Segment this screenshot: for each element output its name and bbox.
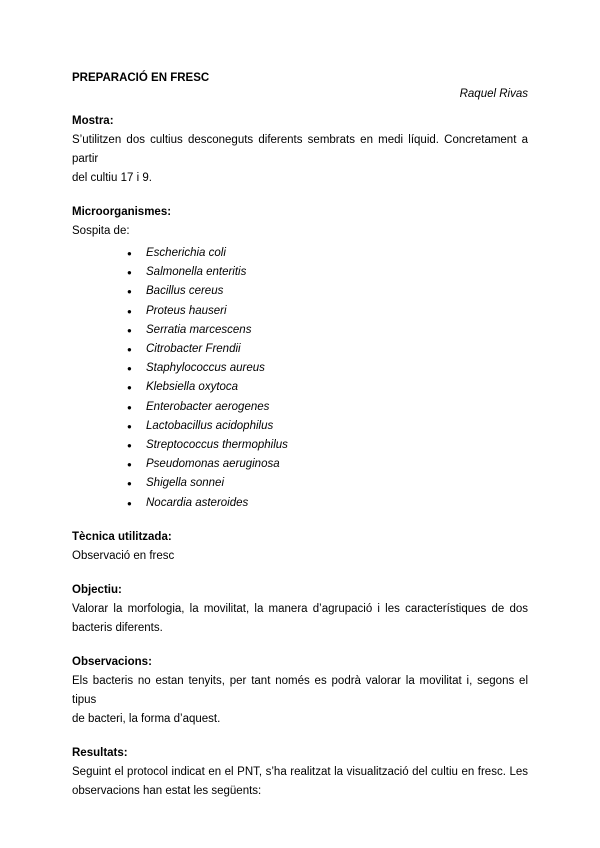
list-item: ● Streptococcus thermophilus [72, 436, 528, 455]
section-text-line: Valorar la morfologia, la movilitat, la manera d’agrupació i les característiques de dos [72, 602, 528, 615]
section-mostra [72, 112, 528, 188]
list-item: ● Bacillus cereus [72, 282, 528, 301]
section-text-line: observacions han estat les següents: [72, 784, 262, 797]
section-tecnica [72, 528, 528, 566]
document-title: PREPARACIÓ EN FRESC [72, 72, 210, 84]
section-heading: Objectiu: [72, 583, 122, 596]
list-item: ● Klebsiella oxytoca [72, 378, 528, 397]
list-item: ● Shigella sonnei [72, 474, 528, 493]
section-text-line: Seguint el protocol indicat en el PNT, s’ha realitzat la visualització del cultiu en fresc. Les [72, 765, 528, 778]
section-text-line: Observació en fresc [72, 549, 175, 562]
list-item: ● Staphylococcus aureus [72, 359, 528, 378]
section-heading: Mostra: [72, 115, 114, 127]
list-item: ● Nocardia asteroides [72, 494, 528, 513]
section-heading: Observacions: [72, 655, 152, 668]
section-heading: Resultats: [72, 746, 128, 759]
organism-list [72, 244, 528, 513]
section-text-line: del cultiu 17 i 9. [72, 172, 152, 184]
section-text-line: de bacteri, la forma d’aquest. [72, 712, 221, 725]
section-heading: Microorganismes: [72, 206, 172, 218]
list-item: ● Lactobacillus acidophilus [72, 417, 528, 436]
list-item: ● Proteus hauseri [72, 302, 528, 321]
section-text-line: S’utilitzen dos cultius desconeguts diferents sembrats en medi líquid. Concretament a partir [72, 134, 528, 165]
section-resultats [72, 744, 528, 801]
list-item: ● Serratia marcescens [72, 321, 528, 340]
author-name: Raquel Rivas [459, 88, 528, 100]
section-objectiu [72, 581, 528, 638]
section-heading: Tècnica utilitzada: [72, 530, 172, 543]
section-observacions [72, 653, 528, 729]
document-page [72, 70, 528, 816]
list-item: ● Enterobacter aerogenes [72, 398, 528, 417]
list-item: ● Citrobacter Frendii [72, 340, 528, 359]
section-microorganismes [72, 203, 528, 513]
list-item: ● Escherichia coli [72, 244, 528, 263]
list-item: ● Salmonella enteritis [72, 263, 528, 282]
section-text-line: bacteris diferents. [72, 621, 163, 634]
list-item: ● Pseudomonas aeruginosa [72, 455, 528, 474]
list-intro: Sospita de: [72, 225, 130, 237]
section-text-line: Els bacteris no estan tenyits, per tant només es podrà valorar la movilitat i, segons el tipus [72, 674, 528, 706]
